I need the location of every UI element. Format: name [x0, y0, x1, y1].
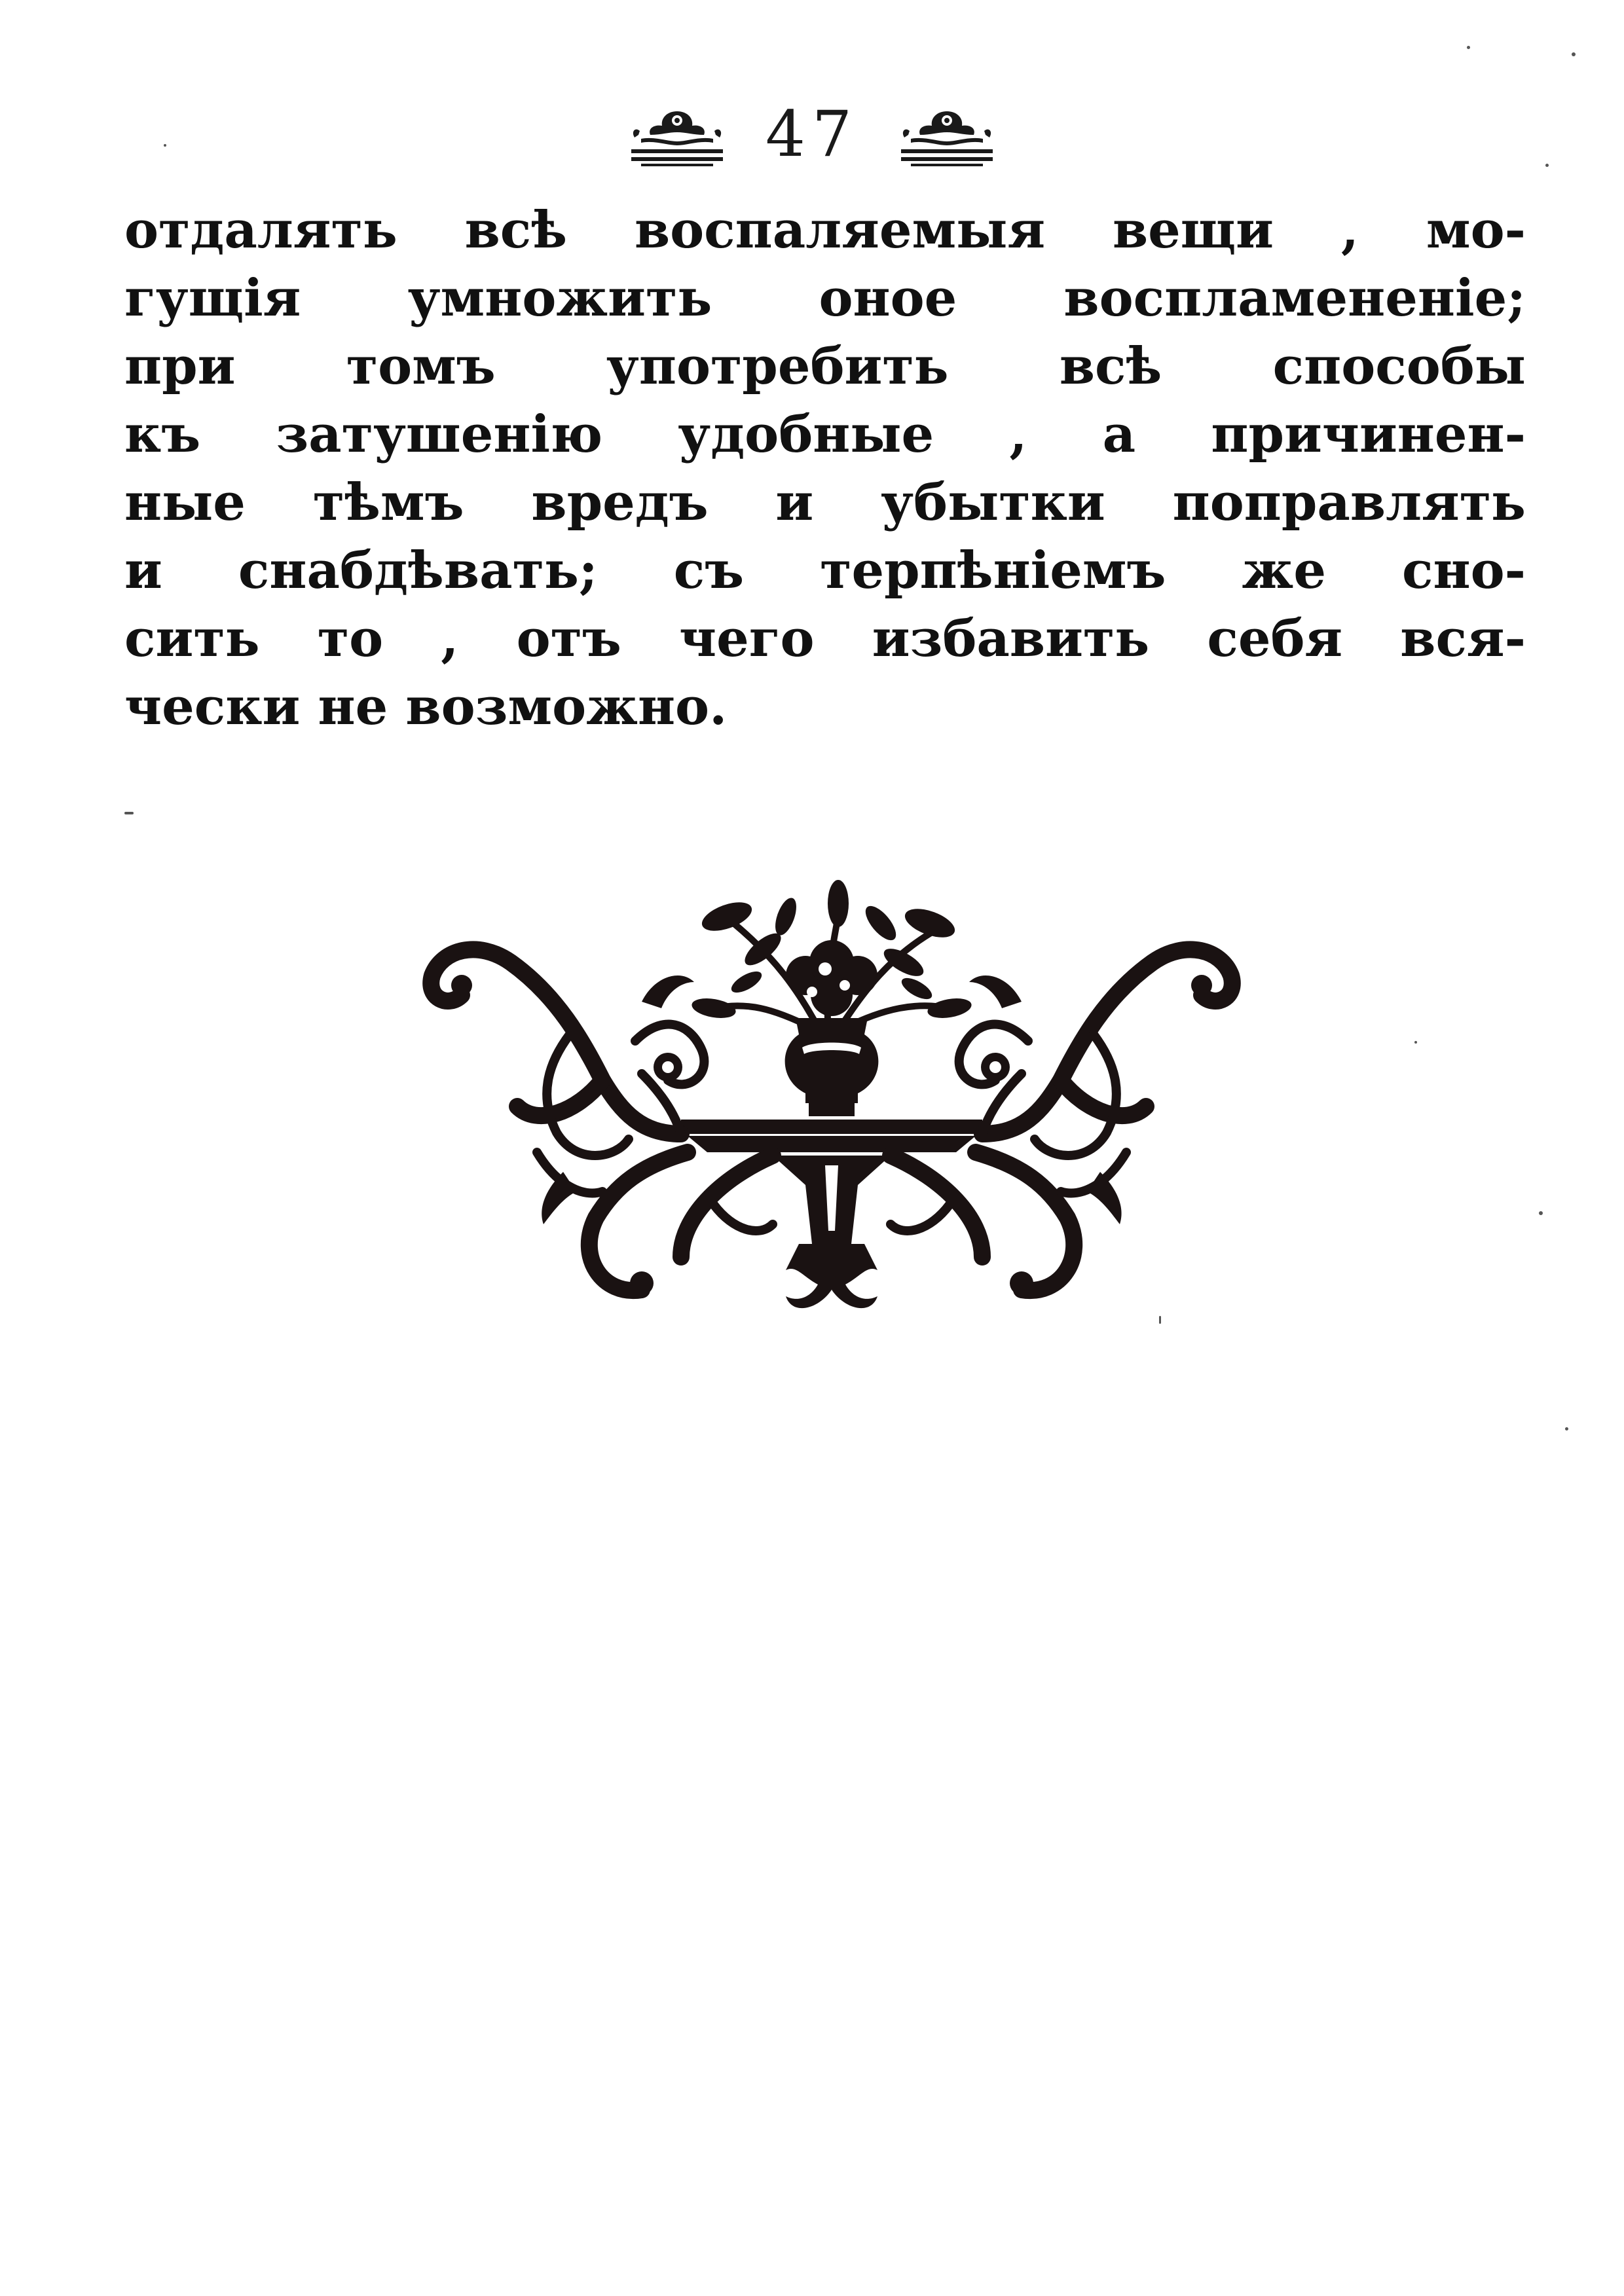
- floral-header-ornament-icon: [898, 98, 996, 170]
- text-line: отдалять всѣ воспаляемыя вещи , мо-: [124, 200, 1526, 260]
- scan-speck: [1414, 1041, 1417, 1044]
- text-line: при томъ употребить всѣ способы: [124, 337, 1526, 396]
- text-line: чески не возможно.: [124, 677, 728, 737]
- floral-header-ornament-icon: [628, 98, 726, 170]
- scan-speck: [1565, 1427, 1568, 1430]
- page-number: 47: [765, 98, 859, 171]
- page-header: [0, 85, 1624, 183]
- scan-speck: [1159, 1316, 1161, 1324]
- scan-speck: [1572, 52, 1576, 56]
- text-line: сить то , отъ чего избавить себя вся-: [124, 609, 1526, 668]
- scan-speck: [164, 144, 166, 147]
- scan-speck: [1545, 164, 1549, 167]
- body-text: [124, 196, 1526, 741]
- text-line: и снабдѣвать; съ терпѣніемъ же сно-: [124, 541, 1526, 600]
- text-line: ные тѣмъ вредъ и убытки поправлять: [124, 473, 1526, 532]
- scan-speck: [1467, 46, 1470, 49]
- text-line: гущія умножить оное воспламененіе;: [124, 268, 1526, 328]
- text-line: къ затушенію удобные , а причинен-: [124, 405, 1526, 464]
- scan-speck: [124, 812, 134, 814]
- scan-speck: [1539, 1211, 1543, 1215]
- urn-scroll-vignette-icon: [406, 877, 1257, 1349]
